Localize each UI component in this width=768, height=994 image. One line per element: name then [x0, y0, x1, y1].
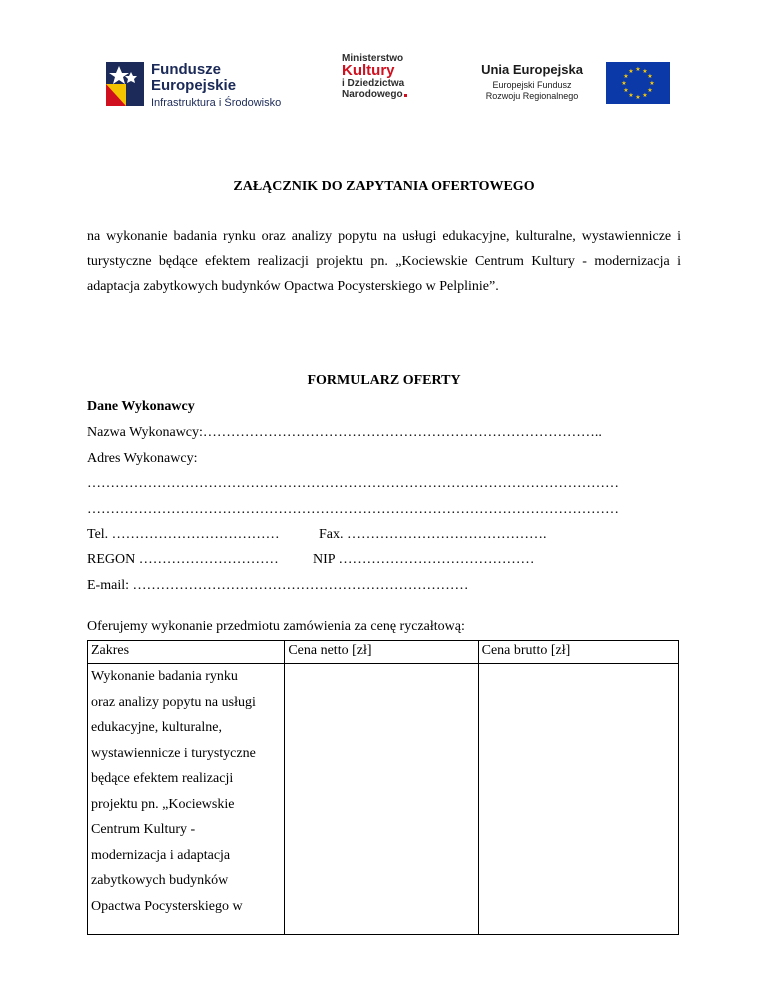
tel-field[interactable]: Tel. ……………………………… — [87, 527, 280, 542]
logo-fe-line3: Infrastruktura i Środowisko — [151, 97, 282, 109]
scope-line: będące efektem realizacji — [91, 771, 234, 786]
scope-line: Wykonanie badania rynku — [91, 669, 238, 684]
scope-line: projektu pn. „Kociewskie — [91, 796, 235, 812]
svg-text:★: ★ — [635, 66, 641, 73]
scope-line: Centrum Kultury - — [91, 822, 196, 837]
contractor-address-label: Adres Wykonawcy: — [87, 451, 198, 466]
svg-text:★: ★ — [647, 73, 653, 80]
svg-text:★: ★ — [623, 87, 629, 94]
gross-price-cell[interactable] — [478, 664, 678, 935]
svg-text:★: ★ — [642, 68, 648, 75]
fundusze-europejskie-text — [151, 62, 281, 110]
svg-text:★: ★ — [649, 80, 655, 87]
scope-line: zabytkowych budynków — [91, 873, 229, 888]
form-title: FORMULARZ OFERTY — [307, 373, 461, 388]
header-scope: Zakres — [88, 641, 285, 664]
fundusze-europejskie-mark-icon — [100, 58, 146, 110]
header-gross-price: Cena brutto [zł] — [478, 641, 678, 664]
contractor-address-field-1[interactable]: …………………………………………………………………………………………………… — [87, 476, 619, 491]
ministerstwo-kultury-logo — [342, 53, 432, 113]
svg-text:★: ★ — [628, 92, 634, 99]
svg-text:★: ★ — [642, 92, 648, 99]
scope-line: oraz analizy popytu na usługi — [91, 694, 256, 710]
price-table — [87, 640, 679, 935]
fundusze-europejskie-logo — [100, 56, 300, 112]
logo-mk-dot-icon — [404, 94, 407, 97]
scope-line: edukacyjne, kulturalne, — [91, 720, 223, 735]
svg-text:★: ★ — [623, 73, 629, 80]
table-header-row — [88, 641, 679, 664]
scope-line: wystawiennicze i turystyczne — [91, 745, 256, 761]
offer-intro: Oferujemy wykonanie przedmiotu zamówienia za cenę ryczałtową: — [87, 619, 465, 634]
email-field[interactable]: E-mail: ……………………………………………………………… — [87, 578, 469, 593]
logo-mk-line1: Ministerstwo — [342, 53, 404, 64]
svg-text:★: ★ — [647, 87, 653, 94]
logo-ue-line3: Rozwoju Regionalnego — [485, 91, 579, 101]
logo-mk-line4: Narodowego — [342, 89, 403, 100]
net-price-cell[interactable] — [285, 664, 478, 935]
contractor-name-field[interactable]: Nazwa Wykonawcy:………………………………………………………………………….. — [87, 425, 602, 440]
unia-europejska-text — [467, 62, 597, 102]
logo-ue-line2: Europejski Fundusz — [492, 80, 572, 90]
logo-fe-line1: Fundusze — [151, 61, 221, 78]
regon-field[interactable]: REGON ………………………… — [87, 552, 279, 567]
document-heading: ZAŁĄCZNIK DO ZAPYTANIA OFERTOWEGO — [233, 179, 535, 194]
logo-fe-line2: Europejskie — [151, 77, 237, 94]
table-row — [88, 664, 679, 935]
svg-text:★: ★ — [621, 80, 627, 87]
header-net-price: Cena netto [zł] — [285, 641, 478, 664]
contractor-section-label: Dane Wykonawcy — [87, 399, 195, 414]
scope-line: Opactwa Pocysterskiego w — [91, 898, 243, 914]
logo-mk-line3: i Dziedzictwa — [342, 78, 405, 89]
intro-paragraph: na wykonanie badania rynku oraz analizy popytu na usługi edukacyjne, kulturalne, wystawiennicze i turystyczne będące efektem realizacji projektu pn. „Kociewskie Centrum Kultury - modernizacja i adaptacja zabytkowych budynków Opactwa Pocysterskiego w Pelplinie”. — [87, 229, 681, 294]
fax-field[interactable]: Fax. ……………………………………. — [319, 527, 547, 542]
svg-text:★: ★ — [635, 94, 641, 101]
logo-mk-line2: Kultury — [342, 62, 395, 79]
eu-flag-icon — [606, 62, 670, 104]
nip-field[interactable]: NIP …………………………………… — [313, 552, 535, 567]
unia-europejska-logo — [466, 58, 670, 110]
logo-bar — [100, 50, 670, 118]
contractor-address-field-2[interactable]: …………………………………………………………………………………………………… — [87, 502, 619, 517]
scope-cell — [88, 664, 285, 935]
svg-text:★: ★ — [628, 68, 634, 75]
scope-line: modernizacja i adaptacja — [91, 847, 231, 863]
logo-ue-line1: Unia Europejska — [481, 62, 583, 77]
